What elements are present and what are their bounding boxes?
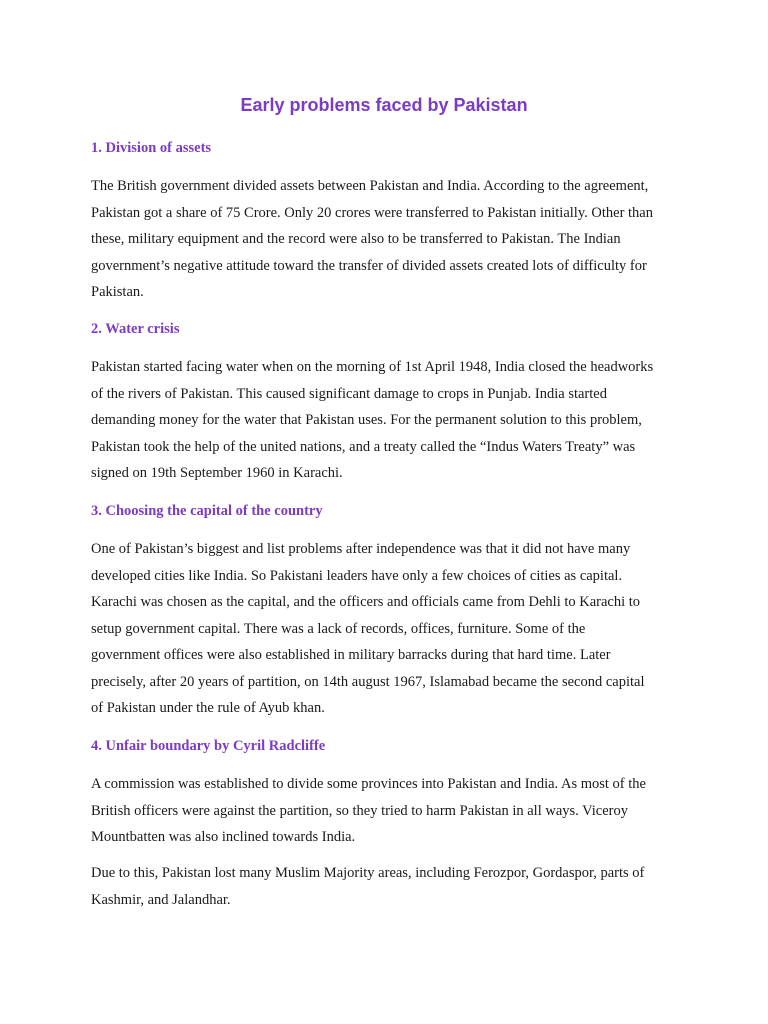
paragraph-unfair-boundary [91,771,691,851]
text-line: of Pakistan under the rule of Ayub khan. [91,700,325,716]
text-line: Karachi was chosen as the capital, and the officers and officials came from Dehli to Karachi to [91,594,641,610]
paragraph-water-crisis [91,354,691,487]
text-line: Pakistan got a share of 75 Crore. Only 20 crores were transferred to Pakistan initially. Other than [91,204,653,221]
text-line: demanding money for the water that Pakistan uses. For the permanent solution to this problem, [91,412,642,428]
text-line: Due to this, Pakistan lost many Muslim Majority areas, including Ferozpor, Gordaspor, parts of [91,865,645,881]
text-line: signed on 19th September 1960 in Karachi. [91,465,343,481]
section-heading-choosing-capital: 3. Choosing the capital of the country [91,503,323,519]
section-heading-division-of-assets: 1. Division of assets [91,140,212,156]
text-line: Pakistan started facing water when on the morning of 1st April 1948, India closed the headworks [91,359,654,375]
text-line: The British government divided assets between Pakistan and India. According to the agreement, [91,178,649,194]
text-line: Pakistan. [91,284,144,300]
text-line: One of Pakistan’s biggest and list problems after independence was that it did not have many [91,541,631,557]
text-line: these, military equipment and the record were also to be transferred to Pakistan. The Indian [91,231,621,247]
text-line: A commission was established to divide some provinces into Pakistan and India. As most of the [91,776,646,792]
text-line: precisely, after 20 years of partition, on 14th august 1967, Islamabad became the second capital [91,673,645,690]
text-line: developed cities like India. So Pakistani leaders have only a few choices of cities as capital. [91,567,623,584]
text-line: government offices were also established in military barracks during that hard time. Later [91,647,611,663]
paragraph-lost-areas [91,860,691,913]
text-line: Kashmir, and Jalandhar. [91,891,231,908]
text-line: of the rivers of Pakistan. This caused significant damage to crops in Punjab. India started [91,385,607,402]
section-heading-water-crisis: 2. Water crisis [91,321,180,337]
text-line: Mountbatten was also inclined towards India. [91,829,356,845]
document-title: Early problems faced by Pakistan [240,95,528,115]
text-line: Pakistan took the help of the united nations, and a treaty called the “Indus Waters Treaty” was [91,438,636,455]
section-heading-unfair-boundary: 4. Unfair boundary by Cyril Radcliffe [91,738,326,754]
text-line: British officers were against the partition, so they tried to harm Pakistan in all ways. Viceroy [91,802,628,819]
text-line: government’s negative attitude toward the transfer of divided assets created lots of difficulty for [91,257,647,274]
paragraph-choosing-capital [91,536,691,722]
paragraph-division-of-assets [91,173,691,306]
text-line: setup government capital. There was a lack of records, offices, furniture. Some of the [91,620,586,637]
